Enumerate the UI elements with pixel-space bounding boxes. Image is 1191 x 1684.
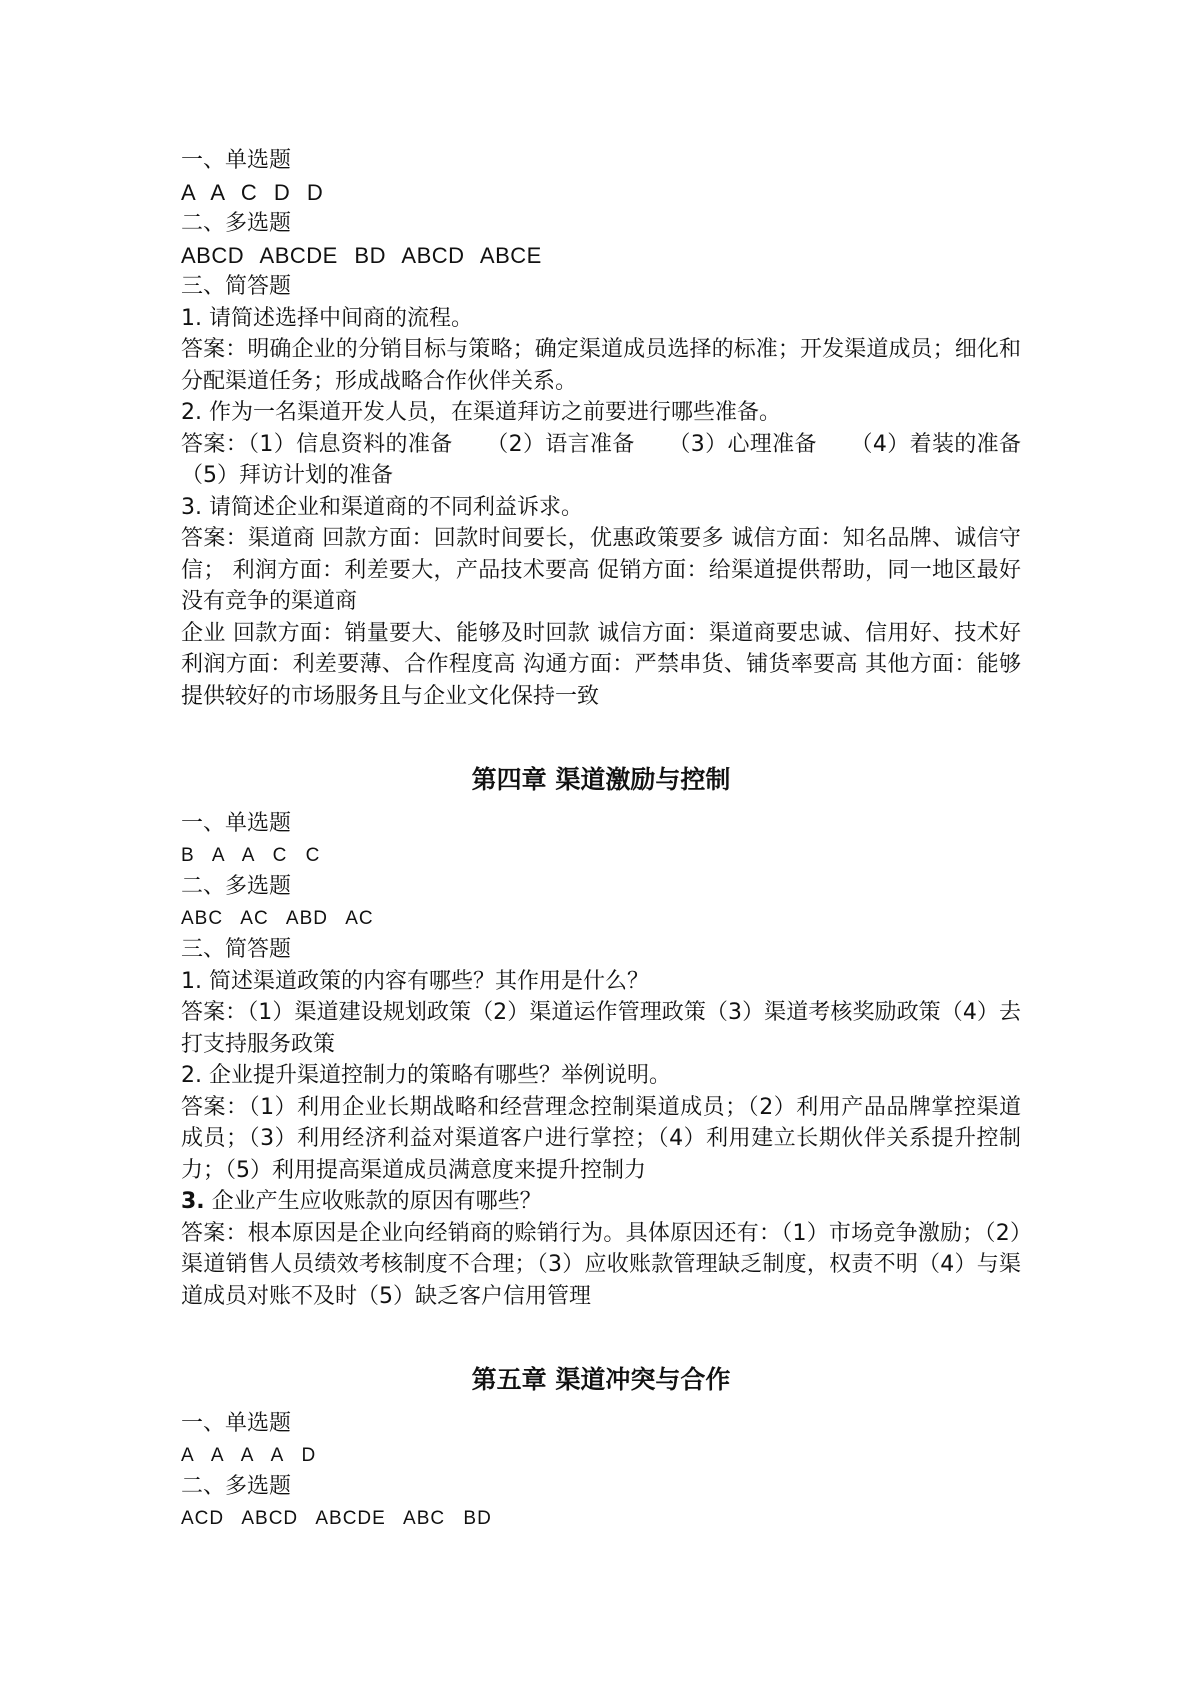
section-heading-multiple-choice: 二、多选题 (181, 211, 292, 236)
answer-3-enterprise: 企业 回款方面：销量要大、能够及时回款 诚信方面：渠道商要忠诚、信用好、技术好 利润方面：利差要薄、合作程度高 沟通方面：严禁串货、铺货率要高 其他方面：能够提供较好的市场服务且与企业文化保持一致 (181, 620, 1021, 709)
multiple-choice-answers: ACD ABCD ABCDE ABC BD (181, 1507, 492, 1529)
question-3-text: 企业产生应收账款的原因有哪些？ (204, 1189, 542, 1214)
section-heading-short-answer: 三、简答题 (181, 937, 292, 962)
section-heading-multiple-choice: 二、多选题 (181, 874, 292, 899)
answer-2: 答案：（1）利用企业长期战略和经营理念控制渠道成员；（2）利用产品品牌掌控渠道成员；（3）利用经济利益对渠道客户进行掌控；（4）利用建立长期伙伴关系提升控制力；（5）利用提高渠道成员满意度来提升控制力 (181, 1094, 1021, 1183)
answer-3-channel: 答案：渠道商 回款方面：回款时间要长，优惠政策要多 诚信方面：知名品牌、诚信守信； 利润方面：利差要大，产品技术要高 促销方面：给渠道提供帮助，同一地区最好没有竞争的渠道商 (181, 526, 1021, 614)
section-heading-short-answer: 三、简答题 (181, 274, 292, 299)
spacer (181, 1312, 1021, 1352)
chapter-4-title: 第四章 渠道激励与控制 (471, 765, 731, 794)
section-heading-multiple-choice: 二、多选题 (181, 1474, 292, 1499)
section-heading-single-choice: 一、单选题 (181, 148, 292, 173)
single-choice-answers: A A C D D (181, 179, 324, 205)
answer-1: 答案：明确企业的分销目标与策略；确定渠道成员选择的标准；开发渠道成员；细化和分配渠道任务；形成战略合作伙伴关系。 (181, 337, 1021, 394)
document-page (181, 145, 1066, 1534)
single-choice-answers: A A A A D (181, 1444, 317, 1466)
multiple-choice-answers: ABC AC ABD AC (181, 907, 374, 929)
answer-3: 答案：根本原因是企业向经销商的赊销行为。具体原因还有：（1）市场竞争激励；（2）渠道销售人员绩效考核制度不合理；（3）应收账款管理缺乏制度，权责不明（4）与渠道成员对账不及时（5）缺乏客户信用管理 (181, 1220, 1021, 1309)
section-heading-single-choice: 一、单选题 (181, 1411, 292, 1436)
chapter-5-title: 第五章 渠道冲突与合作 (471, 1365, 731, 1394)
multiple-choice-answers: ABCD ABCDE BD ABCD ABCE (181, 242, 542, 268)
question-3-number: 3. (181, 1189, 205, 1214)
section-heading-single-choice: 一、单选题 (181, 811, 292, 836)
spacer (181, 712, 1021, 752)
question-3 (181, 1186, 1021, 1218)
answer-1: 答案：（1）渠道建设规划政策（2）渠道运作管理政策（3）渠道考核奖励政策（4）去打支持服务政策 (181, 1000, 1021, 1057)
question-3: 3. 请简述企业和渠道商的不同利益诉求。 (181, 494, 583, 520)
question-2: 2. 作为一名渠道开发人员，在渠道拜访之前要进行哪些准备。 (181, 400, 781, 425)
question-1: 1. 简述渠道政策的内容有哪些？其作用是什么？ (181, 968, 649, 994)
question-1: 1. 请简述选择中间商的流程。 (181, 305, 473, 331)
single-choice-answers: B A A C C (181, 844, 321, 866)
question-2: 2. 企业提升渠道控制力的策略有哪些？举例说明。 (181, 1063, 671, 1088)
answer-2: 答案：（1）信息资料的准备 （2）语言准备 （3）心理准备 （4）着装的准备 （5）拜访计划的准备 (181, 431, 1066, 488)
